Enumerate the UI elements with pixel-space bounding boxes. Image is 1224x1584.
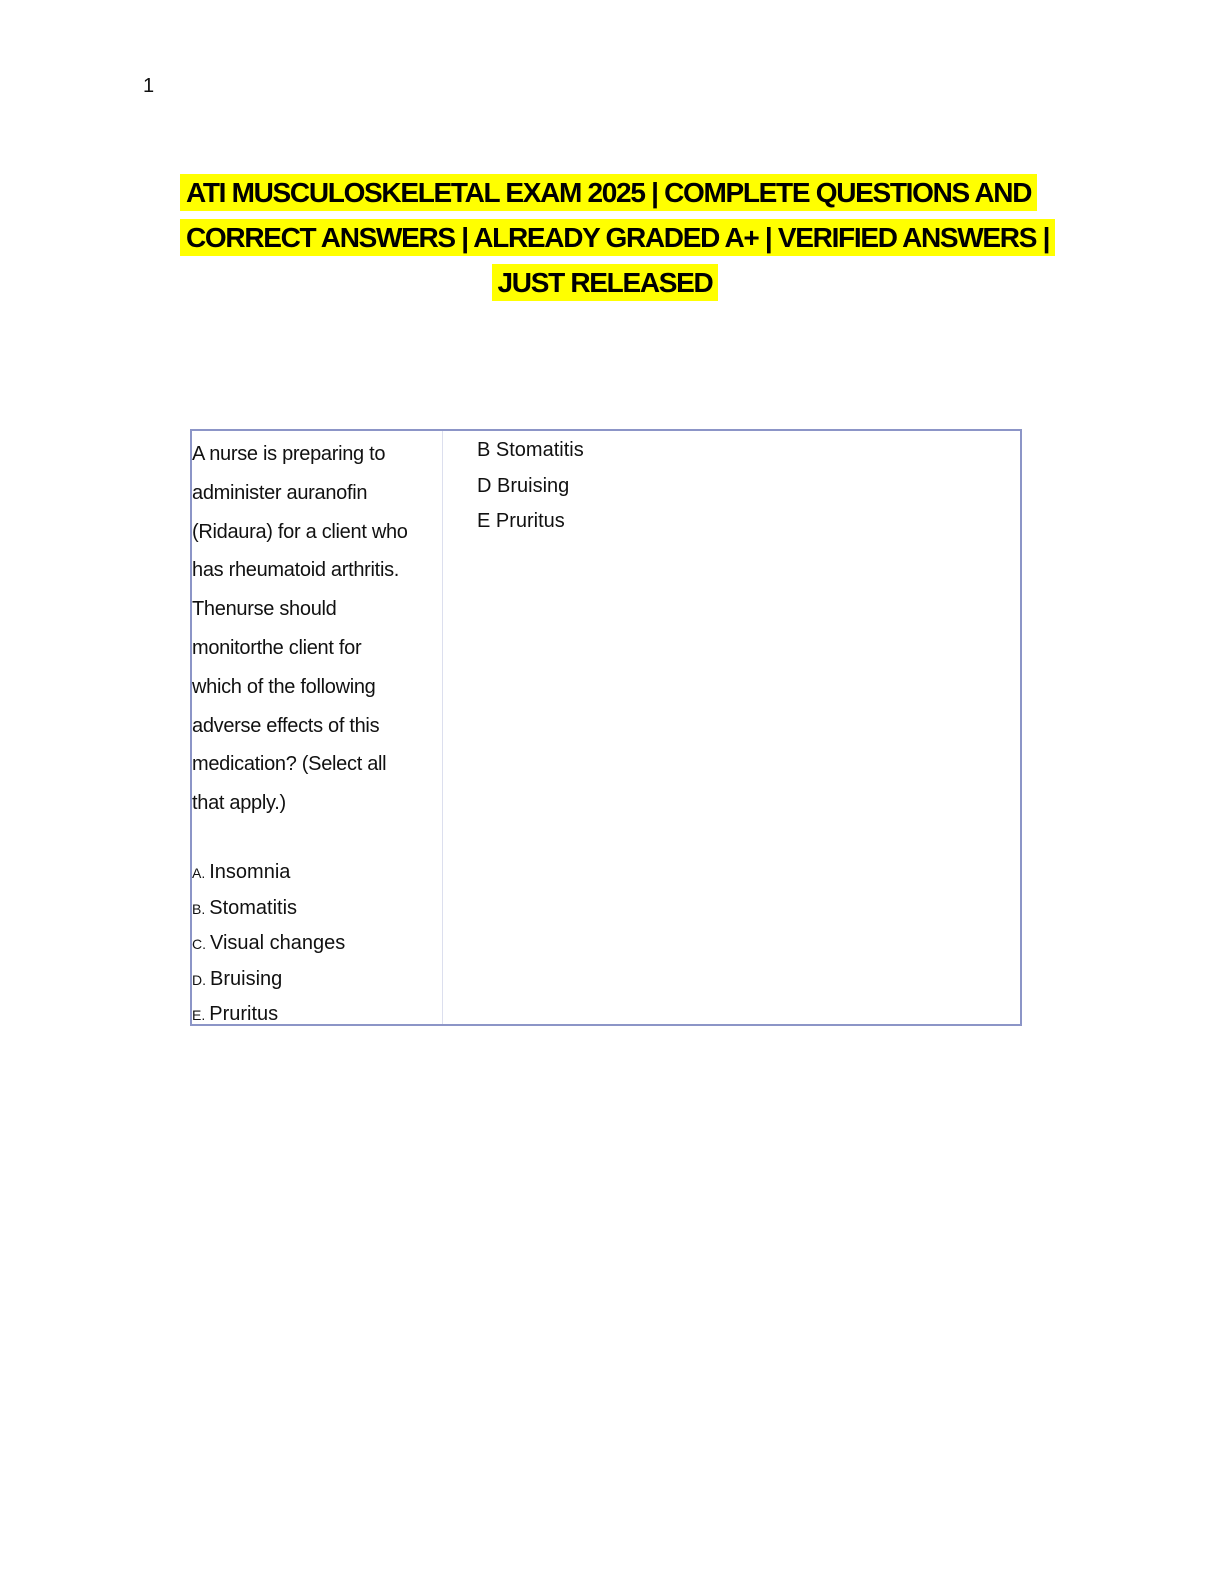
page-number: 1: [143, 75, 155, 97]
option-text: Visual changes: [210, 932, 346, 954]
option-letter: D.: [192, 971, 206, 988]
question-line: A nurse is preparing to: [192, 443, 386, 465]
question-line: medication? (Select all: [192, 753, 387, 776]
option-text: Stomatitis: [209, 896, 298, 919]
document-title: [180, 170, 1050, 305]
question-line: adverse effects of this: [192, 714, 380, 737]
question-text: [192, 435, 440, 823]
question-line: which of the following: [192, 675, 376, 698]
correct-answer: B Stomatitis: [477, 439, 584, 461]
option-item: [192, 855, 345, 891]
question-line: Thenurse should: [192, 598, 337, 621]
question-cell: [192, 431, 443, 1024]
correct-answer: D Bruising: [477, 474, 570, 497]
title-line-text: ATI MUSCULOSKELETAL EXAM 2025 | COMPLETE QUESTIONS AND: [180, 174, 1037, 211]
question-answer-table: [190, 429, 1022, 1026]
correct-answers-list: [477, 433, 997, 540]
option-text: Bruising: [210, 967, 283, 990]
answer-options-list: [192, 855, 345, 1033]
option-item: [192, 891, 345, 927]
correct-answer: E Pruritus: [477, 510, 565, 532]
question-line: monitorthe client for: [192, 636, 362, 659]
question-line: has rheumatoid arthritis.: [192, 559, 400, 582]
title-line: [180, 260, 1030, 305]
title-line: [180, 170, 1030, 215]
option-letter: C.: [192, 936, 206, 952]
question-line: administer auranofin: [192, 481, 368, 504]
option-letter: B.: [192, 900, 206, 917]
question-line: (Ridaura) for a client who: [192, 520, 408, 543]
title-line: [180, 215, 1050, 260]
option-letter: E.: [192, 1007, 206, 1023]
option-item: [192, 962, 345, 998]
title-line-text: JUST RELEASED: [492, 264, 719, 301]
title-line-text: CORRECT ANSWERS | ALREADY GRADED A+ | VERIFIED ANSWERS |: [180, 219, 1055, 256]
question-line: that apply.): [192, 792, 286, 815]
option-item: [192, 926, 345, 962]
option-item: [192, 997, 345, 1033]
option-text: Pruritus: [209, 1003, 279, 1025]
answer-cell: [477, 433, 997, 540]
option-letter: A.: [192, 865, 206, 881]
option-text: Insomnia: [209, 861, 291, 883]
